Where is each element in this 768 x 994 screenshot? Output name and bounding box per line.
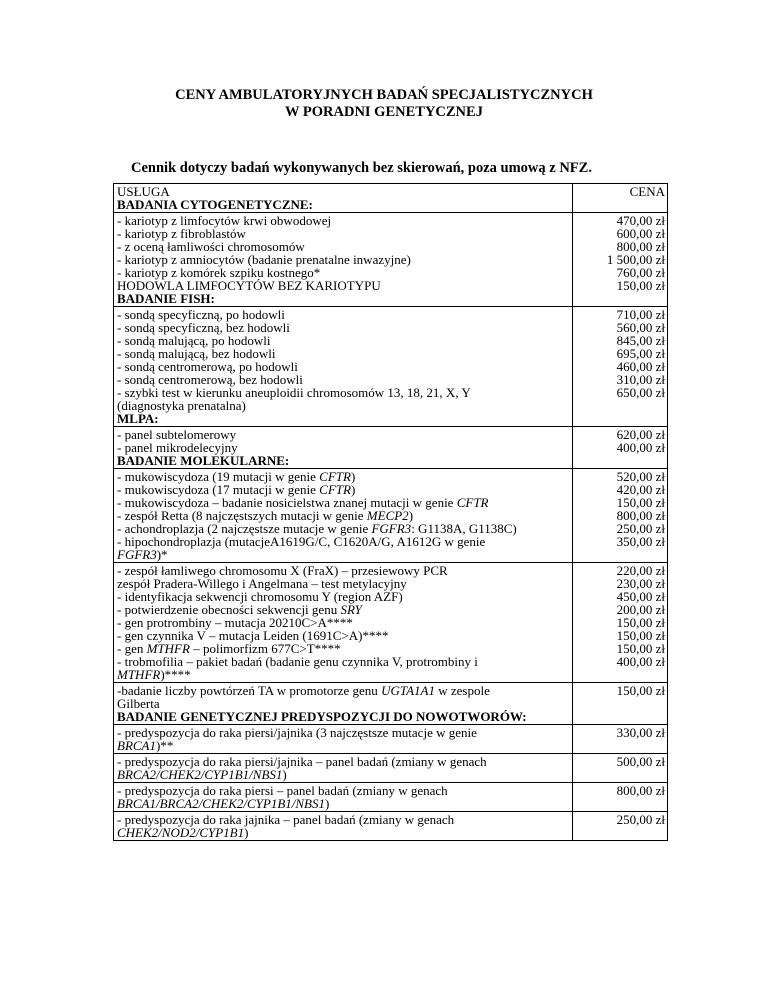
list-item: - sondą specyficzną, bez hodowli bbox=[117, 320, 290, 335]
table-row bbox=[114, 683, 668, 725]
list-item: - kariotyp z fibroblastów bbox=[117, 226, 246, 241]
price-header: CENA bbox=[629, 184, 665, 199]
list-item: - achondroplazja (2 najczęstsze mutacje w genie FGFR3: G1138A, G1138C) bbox=[117, 521, 517, 536]
table-row bbox=[114, 783, 668, 812]
table-row bbox=[114, 307, 668, 427]
price-value: 150,00 zł bbox=[616, 683, 665, 698]
price-value: 150,00 zł bbox=[616, 628, 665, 643]
price-value: 695,00 zł bbox=[616, 346, 665, 361]
price-value: 800,00 zł bbox=[616, 783, 665, 798]
table-row bbox=[114, 427, 668, 469]
page-title bbox=[0, 87, 768, 121]
service-header: USŁUGA bbox=[117, 184, 170, 199]
list-item: - zespół łamliwego chromosomu X (FraX) – przesiewowy PCR bbox=[117, 563, 448, 578]
list-item: - sondą malującą, po hodowli bbox=[117, 333, 271, 348]
list-item: - predyspozycja do raka piersi/jajnika (3 najczęstsze mutacje w genie bbox=[117, 725, 477, 740]
table-row bbox=[114, 563, 668, 683]
list-item: - mukowiscydoza – badanie nosicielstwa znanej mutacji w genie CFTR bbox=[117, 495, 489, 510]
price-value: 150,00 zł bbox=[616, 615, 665, 630]
list-item: - sondą centromerową, po hodowli bbox=[117, 359, 298, 374]
price-value: 560,00 zł bbox=[616, 320, 665, 335]
list-item: - kariotyp z amniocytów (badanie prenatalne inwazyjne) bbox=[117, 252, 411, 267]
price-value: 520,00 zł bbox=[616, 469, 665, 484]
list-item: CHEK2/NOD2/CYP1B1) bbox=[117, 825, 249, 840]
price-value: 350,00 zł bbox=[616, 534, 665, 549]
list-item: - sondą centromerową, bez hodowli bbox=[117, 372, 303, 387]
price-value: 150,00 zł bbox=[616, 495, 665, 510]
list-item: BRCA1)** bbox=[117, 738, 174, 753]
list-item: - potwierdzenie obecności sekwencji genu SRY bbox=[117, 602, 362, 617]
price-value: 250,00 zł bbox=[616, 521, 665, 536]
list-item: (diagnostyka prenatalna) bbox=[117, 398, 246, 413]
list-item: FGFR3)* bbox=[117, 547, 168, 562]
list-item: - gen protrombiny – mutacja 20210C>A**** bbox=[117, 615, 353, 630]
table-row bbox=[114, 469, 668, 563]
list-item: - szybki test w kierunku aneuploidii chromosomów 13, 18, 21, X, Y bbox=[117, 385, 471, 400]
title-line-2: W PORADNI GENETYCZNEJ bbox=[285, 104, 483, 120]
list-item: BRCA2/CHEK2/CYP1B1/NBS1) bbox=[117, 767, 287, 782]
list-item: zespół Pradera-Willego i Angelmana – test metylacyjny bbox=[117, 576, 407, 591]
price-value: 150,00 zł bbox=[616, 641, 665, 656]
list-item: MTHFR)**** bbox=[117, 667, 191, 682]
price-value: 500,00 zł bbox=[616, 754, 665, 769]
subtitle: Cennik dotyczy badań wykonywanych bez skierowań, poza umową z NFZ. bbox=[131, 160, 592, 176]
list-item: -badanie liczby powtórzeń TA w promotorze genu UGTA1A1 w zespole bbox=[117, 683, 490, 698]
list-item: - trobmofilia – pakiet badań (badanie genu czynnika V, protrombiny i bbox=[117, 654, 478, 669]
section-heading-oncology: BADANIE GENETYCZNEJ PREDYSPOZYCJI DO NOWOTWORÓW: bbox=[117, 709, 527, 724]
price-value: 600,00 zł bbox=[616, 226, 665, 241]
section-heading-mlpa: MLPA: bbox=[117, 411, 159, 426]
price-value: 800,00 zł bbox=[616, 508, 665, 523]
price-value: 400,00 zł bbox=[616, 654, 665, 669]
list-item: - predyspozycja do raka piersi – panel badań (zmiany w genach bbox=[117, 783, 448, 798]
list-item: - hipochondroplazja (mutacjeA1619G/C, C1620A/G, A1612G w genie bbox=[117, 534, 486, 549]
table-row bbox=[114, 725, 668, 754]
list-item: - panel subtelomerowy bbox=[117, 427, 237, 442]
price-value: 330,00 zł bbox=[616, 725, 665, 740]
list-item: - z oceną łamliwości chromosomów bbox=[117, 239, 305, 254]
list-item: - kariotyp z komórek szpiku kostnego* bbox=[117, 265, 321, 280]
list-item: - predyspozycja do raka jajnika – panel badań (zmiany w genach bbox=[117, 812, 455, 827]
price-value: 200,00 zł bbox=[616, 602, 665, 617]
price-value: 620,00 zł bbox=[616, 427, 665, 442]
price-value: 460,00 zł bbox=[616, 359, 665, 374]
title-line-1: CENY AMBULATORYJNYCH BADAŃ SPECJALISTYCZNYCH bbox=[175, 87, 593, 103]
list-item: - gen MTHFR – polimorfizm 677C>T**** bbox=[117, 641, 341, 656]
list-item: - panel mikrodelecyjny bbox=[117, 440, 238, 455]
price-value: 420,00 zł bbox=[616, 482, 665, 497]
section-heading-cytogenetic: BADANIA CYTOGENETYCZNE: bbox=[117, 197, 313, 212]
list-item: Gilberta bbox=[117, 696, 160, 711]
price-value: 310,00 zł bbox=[616, 372, 665, 387]
price-value: 450,00 zł bbox=[616, 589, 665, 604]
price-value: 1 500,00 zł bbox=[606, 252, 665, 267]
price-value: 800,00 zł bbox=[616, 239, 665, 254]
table-row bbox=[114, 754, 668, 783]
list-item: - mukowiscydoza (19 mutacji w genie CFTR) bbox=[117, 469, 356, 484]
list-item: HODOWLA LIMFOCYTÓW BEZ KARIOTYPU bbox=[117, 278, 381, 293]
price-value: 150,00 zł bbox=[616, 278, 665, 293]
list-item: - zespół Retta (8 najczęstszych mutacji w genie MECP2) bbox=[117, 508, 414, 523]
list-item: - sondą specyficzną, po hodowli bbox=[117, 307, 285, 322]
price-value: 220,00 zł bbox=[616, 563, 665, 578]
price-table bbox=[113, 183, 668, 841]
price-value: 760,00 zł bbox=[616, 265, 665, 280]
list-item: - gen czynnika V – mutacja Leiden (1691C>A)**** bbox=[117, 628, 389, 643]
list-item: - sondą malującą, bez hodowli bbox=[117, 346, 276, 361]
price-value: 650,00 zł bbox=[616, 385, 665, 400]
list-item: - predyspozycja do raka piersi/jajnika – panel badań (zmiany w genach bbox=[117, 754, 487, 769]
list-item: - kariotyp z limfocytów krwi obwodowej bbox=[117, 213, 332, 228]
price-value: 845,00 zł bbox=[616, 333, 665, 348]
price-value: 470,00 zł bbox=[616, 213, 665, 228]
section-heading-fish: BADANIE FISH: bbox=[117, 291, 215, 306]
list-item: - identyfikacja sekwencji chromosomu Y (region AZF) bbox=[117, 589, 403, 604]
section-heading-molecular: BADANIE MOLEKULARNE: bbox=[117, 453, 290, 468]
table-header-row bbox=[114, 184, 668, 213]
list-item: BRCA1/BRCA2/CHEK2/CYP1B1/NBS1) bbox=[117, 796, 330, 811]
price-value: 710,00 zł bbox=[616, 307, 665, 322]
list-item: - mukowiscydoza (17 mutacji w genie CFTR) bbox=[117, 482, 356, 497]
table-row bbox=[114, 213, 668, 307]
price-value: 400,00 zł bbox=[616, 440, 665, 455]
price-value: 230,00 zł bbox=[616, 576, 665, 591]
price-value: 250,00 zł bbox=[616, 812, 665, 827]
table-row bbox=[114, 812, 668, 841]
